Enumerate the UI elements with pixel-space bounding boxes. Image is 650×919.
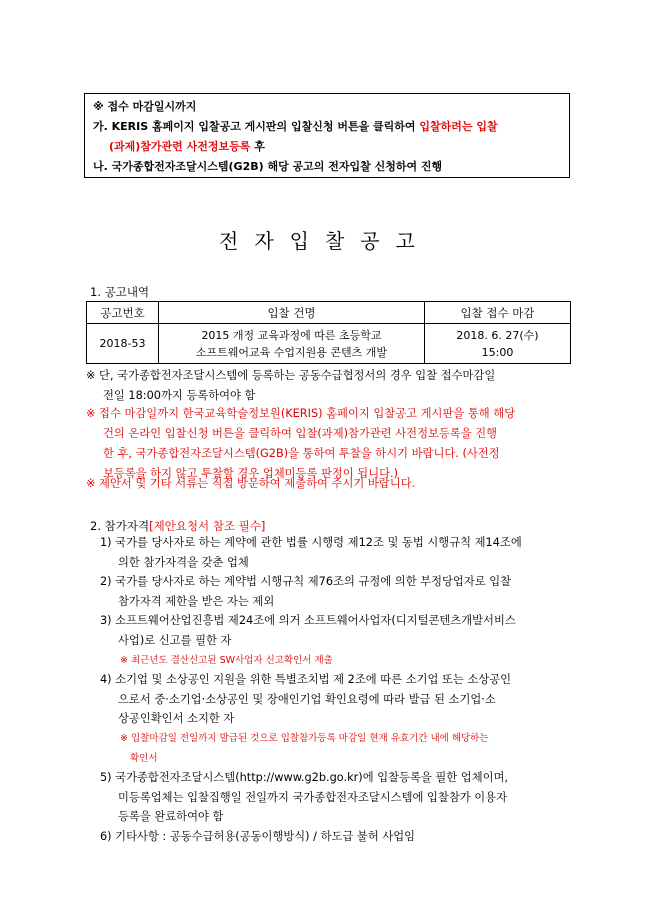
col-header-number: 공고번호 (87, 302, 159, 324)
cell-deadline-line2: 15:00 (481, 345, 514, 359)
list-item-2-cont: 참가자격 제한을 받은 자는 제외 (118, 594, 275, 608)
list-item-1-cont: 의한 참가자격을 갖춘 업체 (118, 555, 249, 569)
list-item-5-cont1: 미등록업체는 입찰집행일 전일까지 국가종합전자조달시스템에 입찰참가 이용자 (118, 790, 507, 804)
cell-deadline-line1: 2018. 6. 27(수) (456, 328, 539, 342)
cell-name-line2: 소프트웨어교육 수업지원용 콘텐츠 개발 (195, 345, 388, 359)
notice-box (84, 93, 570, 178)
cell-deadline (425, 324, 571, 364)
notice-line-3 (93, 137, 563, 157)
list-item-3-cont: 사업)로 신고를 필한 자 (118, 633, 232, 647)
note-2-line2: 건의 온라인 입찰신청 버튼을 클릭하여 입찰(과제)참가관련 사전정보등록을 진행 (103, 427, 498, 440)
col-header-deadline: 입찰 접수 마감 (425, 302, 571, 324)
list-item-5-cont2: 등록을 완료하여야 함 (118, 810, 224, 824)
notice-line-2-red: 입찰하려는 입찰 (419, 120, 498, 133)
note-2 (86, 404, 576, 484)
list-item-4-cont2: 상공인확인서 소지한 자 (118, 712, 235, 726)
note-1 (86, 366, 576, 406)
note-1-line2: 전일 18:00까지 등록하여야 함 (103, 389, 256, 402)
cell-number: 2018-53 (87, 324, 159, 364)
note-2-line3: 한 후, 국가종합전자조달시스템(G2B)을 통하여 투찰을 하시기 바랍니다. (사전정 (103, 447, 500, 460)
bid-table (86, 301, 571, 364)
notice-line-2 (93, 117, 563, 137)
note-2-line4: 보등록을 하지 않고 투찰할 경우 업체미등록 판정이 됩니다.) (103, 467, 399, 480)
notice-line-1: ※ 접수 마감일시까지 (93, 100, 197, 113)
page-title: 전자입찰공고 (219, 229, 431, 253)
col-header-name: 입찰 건명 (159, 302, 425, 324)
notice-line-3-red: (과제)참가관련 사전정보등록 (109, 140, 251, 153)
note-2-line1: ※ 접수 마감일까지 한국교육학술정보원(KERIS) 홈페이지 입찰공고 게시판을 통해 해당 (86, 407, 516, 420)
note-1-line1: ※ 단, 국가종합전자조달시스템에 등록하는 공동수급협정서의 경우 입찰 접수마감일 (86, 369, 496, 382)
table-row (87, 324, 571, 364)
section2-heading-red: [제안요청서 참조 필수] (149, 519, 266, 533)
section1-heading: 1. 공고내역 (90, 285, 150, 299)
cell-name (159, 324, 425, 364)
list-item-3: 3) 소프트웨어산업진흥법 제24조에 의거 소프트웨어사업자(디지털콘텐츠개발서비스 (100, 614, 516, 628)
notice-line-3-text: 후 (250, 140, 265, 153)
section2-heading (90, 518, 265, 534)
list-item-2: 2) 국가를 당사자로 하는 계약법 시행규칙 제76조의 규정에 의한 부정당업자로 입찰 (100, 575, 512, 589)
section2-heading-text: 2. 참가자격 (90, 519, 150, 533)
list-item-4-cont1: 으로서 중·소기업·소상공인 및 장애인기업 확인요령에 따라 발급 된 소기업·소 (118, 692, 496, 706)
list-item-4-note-cont: 확인서 (130, 752, 158, 764)
list-item-5: 5) 국가종합전자조달시스템(http://www.g2b.go.kr)에 입찰등록을 필한 업체이며, (100, 771, 509, 785)
list-item-1: 1) 국가를 당사자로 하는 계약에 관한 법률 시행령 제12조 및 동법 시행규칙 제14조에 (100, 536, 522, 549)
notice-line-2-text: 가. KERIS 홈페이지 입찰공고 게시판의 입찰신청 버튼을 클릭하여 (93, 120, 420, 133)
notice-line-4: 나. 국가종합전자조달시스템(G2B) 해당 공고의 전자입찰 신청하여 진행 (93, 160, 443, 173)
cell-name-line1: 2015 개정 교육과정에 따른 초등학교 (201, 328, 382, 342)
list-item-3-note: ※ 최근년도 결산신고된 SW사업자 신고확인서 제출 (120, 654, 333, 666)
qualification-list (100, 533, 570, 847)
list-item-4: 4) 소기업 및 소상공인 지원을 위한 특별조치법 제 2조에 따른 소기업 또는 소상공인 (100, 673, 512, 687)
list-item-4-note: ※ 입찰마감일 전일까지 발급된 것으로 입찰참가등록 마감일 현재 유효기간 내에 해당하는 (120, 732, 489, 744)
note-3 (86, 474, 576, 494)
note-3-line: ※ 제안서 및 기타 서류는 직접 방문하여 제출하여 주시기 바랍니다. (86, 477, 416, 490)
list-item-6: 6) 기타사항 : 공동수급허용(공동이행방식) / 하도급 불허 사업임 (100, 829, 416, 843)
